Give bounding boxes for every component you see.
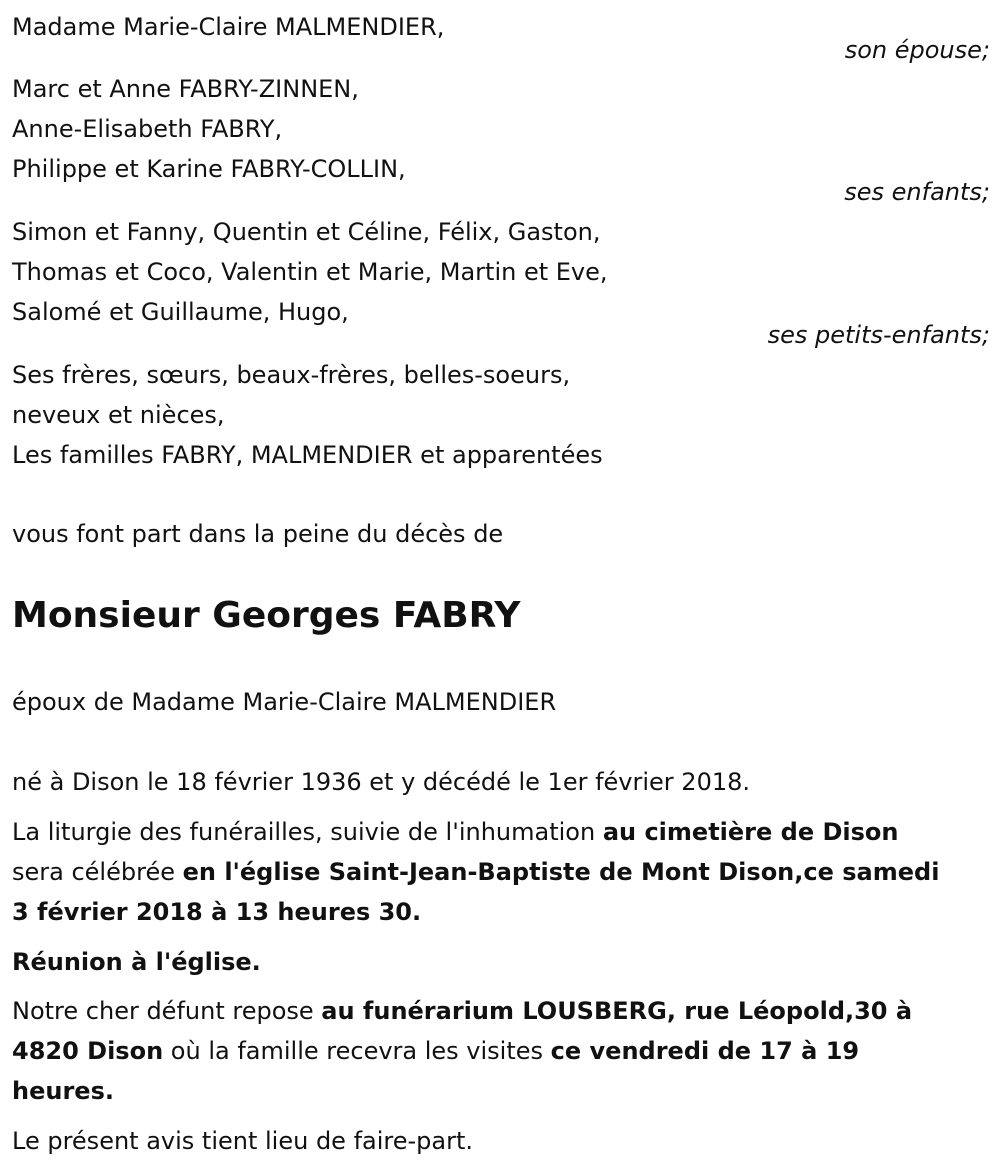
cemetery-location: au cimetière de Dison xyxy=(602,818,899,846)
rest-text: où la famille recevra les visites xyxy=(163,1037,551,1065)
funeral-date: 3 février 2018 à 13 heures 30. xyxy=(12,898,422,926)
spouse-name: Madame Marie-Claire MALMENDIER, xyxy=(12,13,445,41)
rest-line-2 xyxy=(12,1036,859,1066)
children-role: ses enfants; xyxy=(844,178,990,206)
birth-death-text: né à Dison le 18 février 1936 et y décédé le 1er février 2018. xyxy=(12,768,751,796)
announcement-text: vous font part dans la peine du décès de xyxy=(12,520,504,548)
funeral-line-3 xyxy=(12,897,421,927)
funeral-text: sera célébrée xyxy=(12,858,183,886)
visit-time-end: heures. xyxy=(12,1077,114,1105)
rest-line-3 xyxy=(12,1076,114,1106)
child-line: Marc et Anne FABRY-ZINNEN, xyxy=(12,75,359,103)
deceased-name: Monsieur Georges FABRY xyxy=(12,595,521,636)
grandchild-line: Thomas et Coco, Valentin et Marie, Martin et Eve, xyxy=(12,258,608,286)
relatives-line: Les familles FABRY, MALMENDIER et apparentées xyxy=(12,441,603,469)
relatives-line: Ses frères, sœurs, beaux-frères, belles-soeurs, xyxy=(12,361,571,389)
rest-text: Notre cher défunt repose xyxy=(12,997,322,1025)
relatives-line: neveux et nièces, xyxy=(12,401,225,429)
funeral-line-2 xyxy=(12,857,939,887)
grandchildren-role: ses petits-enfants; xyxy=(767,321,990,349)
child-line: Philippe et Karine FABRY-COLLIN, xyxy=(12,155,406,183)
church-location: en l'église Saint-Jean-Baptiste de Mont Dison,ce samedi xyxy=(182,858,940,886)
spouse-of-text: époux de Madame Marie-Claire MALMENDIER xyxy=(12,688,557,716)
visit-time: ce vendredi de 17 à 19 xyxy=(550,1037,860,1065)
funeral-home-address: au funérarium LOUSBERG, rue Léopold,30 à xyxy=(321,997,913,1025)
funeral-line-1 xyxy=(12,817,898,847)
reunion-line xyxy=(12,947,261,977)
closing-text: Le présent avis tient lieu de faire-part. xyxy=(12,1127,474,1155)
rest-line-1 xyxy=(12,996,912,1026)
spouse-role: son épouse; xyxy=(844,36,990,64)
grandchild-line: Salomé et Guillaume, Hugo, xyxy=(12,298,349,326)
funeral-home-city: 4820 Dison xyxy=(12,1037,164,1065)
grandchild-line: Simon et Fanny, Quentin et Céline, Félix, Gaston, xyxy=(12,218,601,246)
child-line: Anne-Elisabeth FABRY, xyxy=(12,115,283,143)
reunion-text: Réunion à l'église. xyxy=(12,948,261,976)
funeral-text: La liturgie des funérailles, suivie de l'inhumation xyxy=(12,818,603,846)
